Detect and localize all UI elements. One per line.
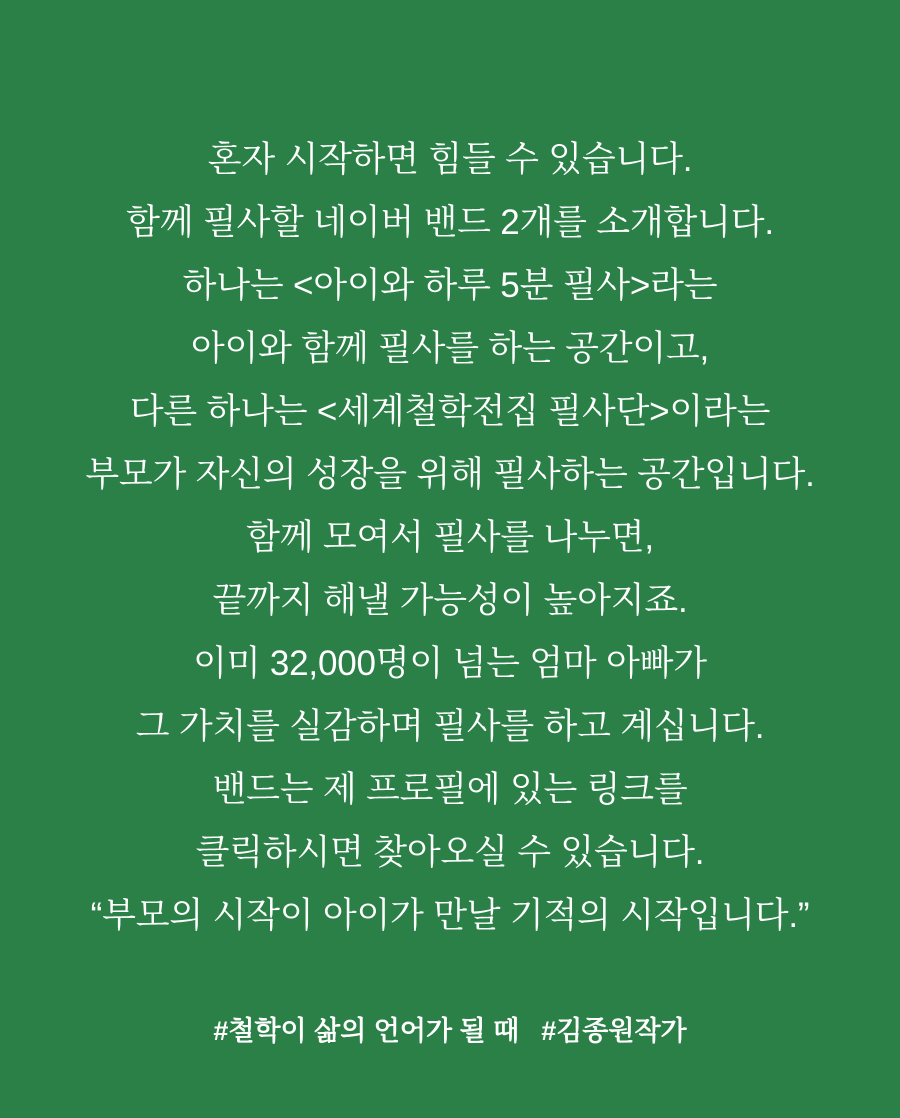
quote-line: 혼자 시작하면 힘들 수 있습니다. — [207, 140, 693, 179]
quote-line: 이미 32,000명이 넘는 엄마 아빠가 — [193, 644, 707, 683]
quote-line: 다른 하나는 <세계철학전집 필사단>이라는 — [129, 392, 771, 431]
quote-line: 그 가치를 실감하며 필사를 하고 계십니다. — [135, 707, 765, 746]
hashtag[interactable]: #김종원작가 — [541, 1016, 687, 1046]
quote-line: 끝까지 해낼 가능성이 높아지죠. — [212, 581, 688, 620]
quote-line: 하나는 <아이와 하루 5분 필사>라는 — [182, 266, 718, 305]
quote-line: 함께 모여서 필사를 나누면, — [246, 518, 654, 557]
quote-line: 클릭하시면 찾아오실 수 있습니다. — [195, 833, 705, 872]
quote-line: 밴드는 제 프로필에 있는 링크를 — [212, 770, 688, 809]
quote-line: 부모가 자신의 성장을 위해 필사하는 공간입니다. — [85, 455, 815, 494]
hashtag-row — [20, 1009, 880, 1048]
quote-line: 함께 필사할 네이버 밴드 2개를 소개합니다. — [126, 203, 774, 242]
quote-body — [20, 128, 880, 947]
quote-line: “부모의 시작이 아이가 만날 기적의 시작입니다.” — [90, 896, 810, 935]
quote-line: 아이와 함께 필사를 하는 공간이고, — [190, 329, 710, 368]
hashtag[interactable]: #철학이 삶의 언어가 될 때 — [213, 1016, 520, 1046]
